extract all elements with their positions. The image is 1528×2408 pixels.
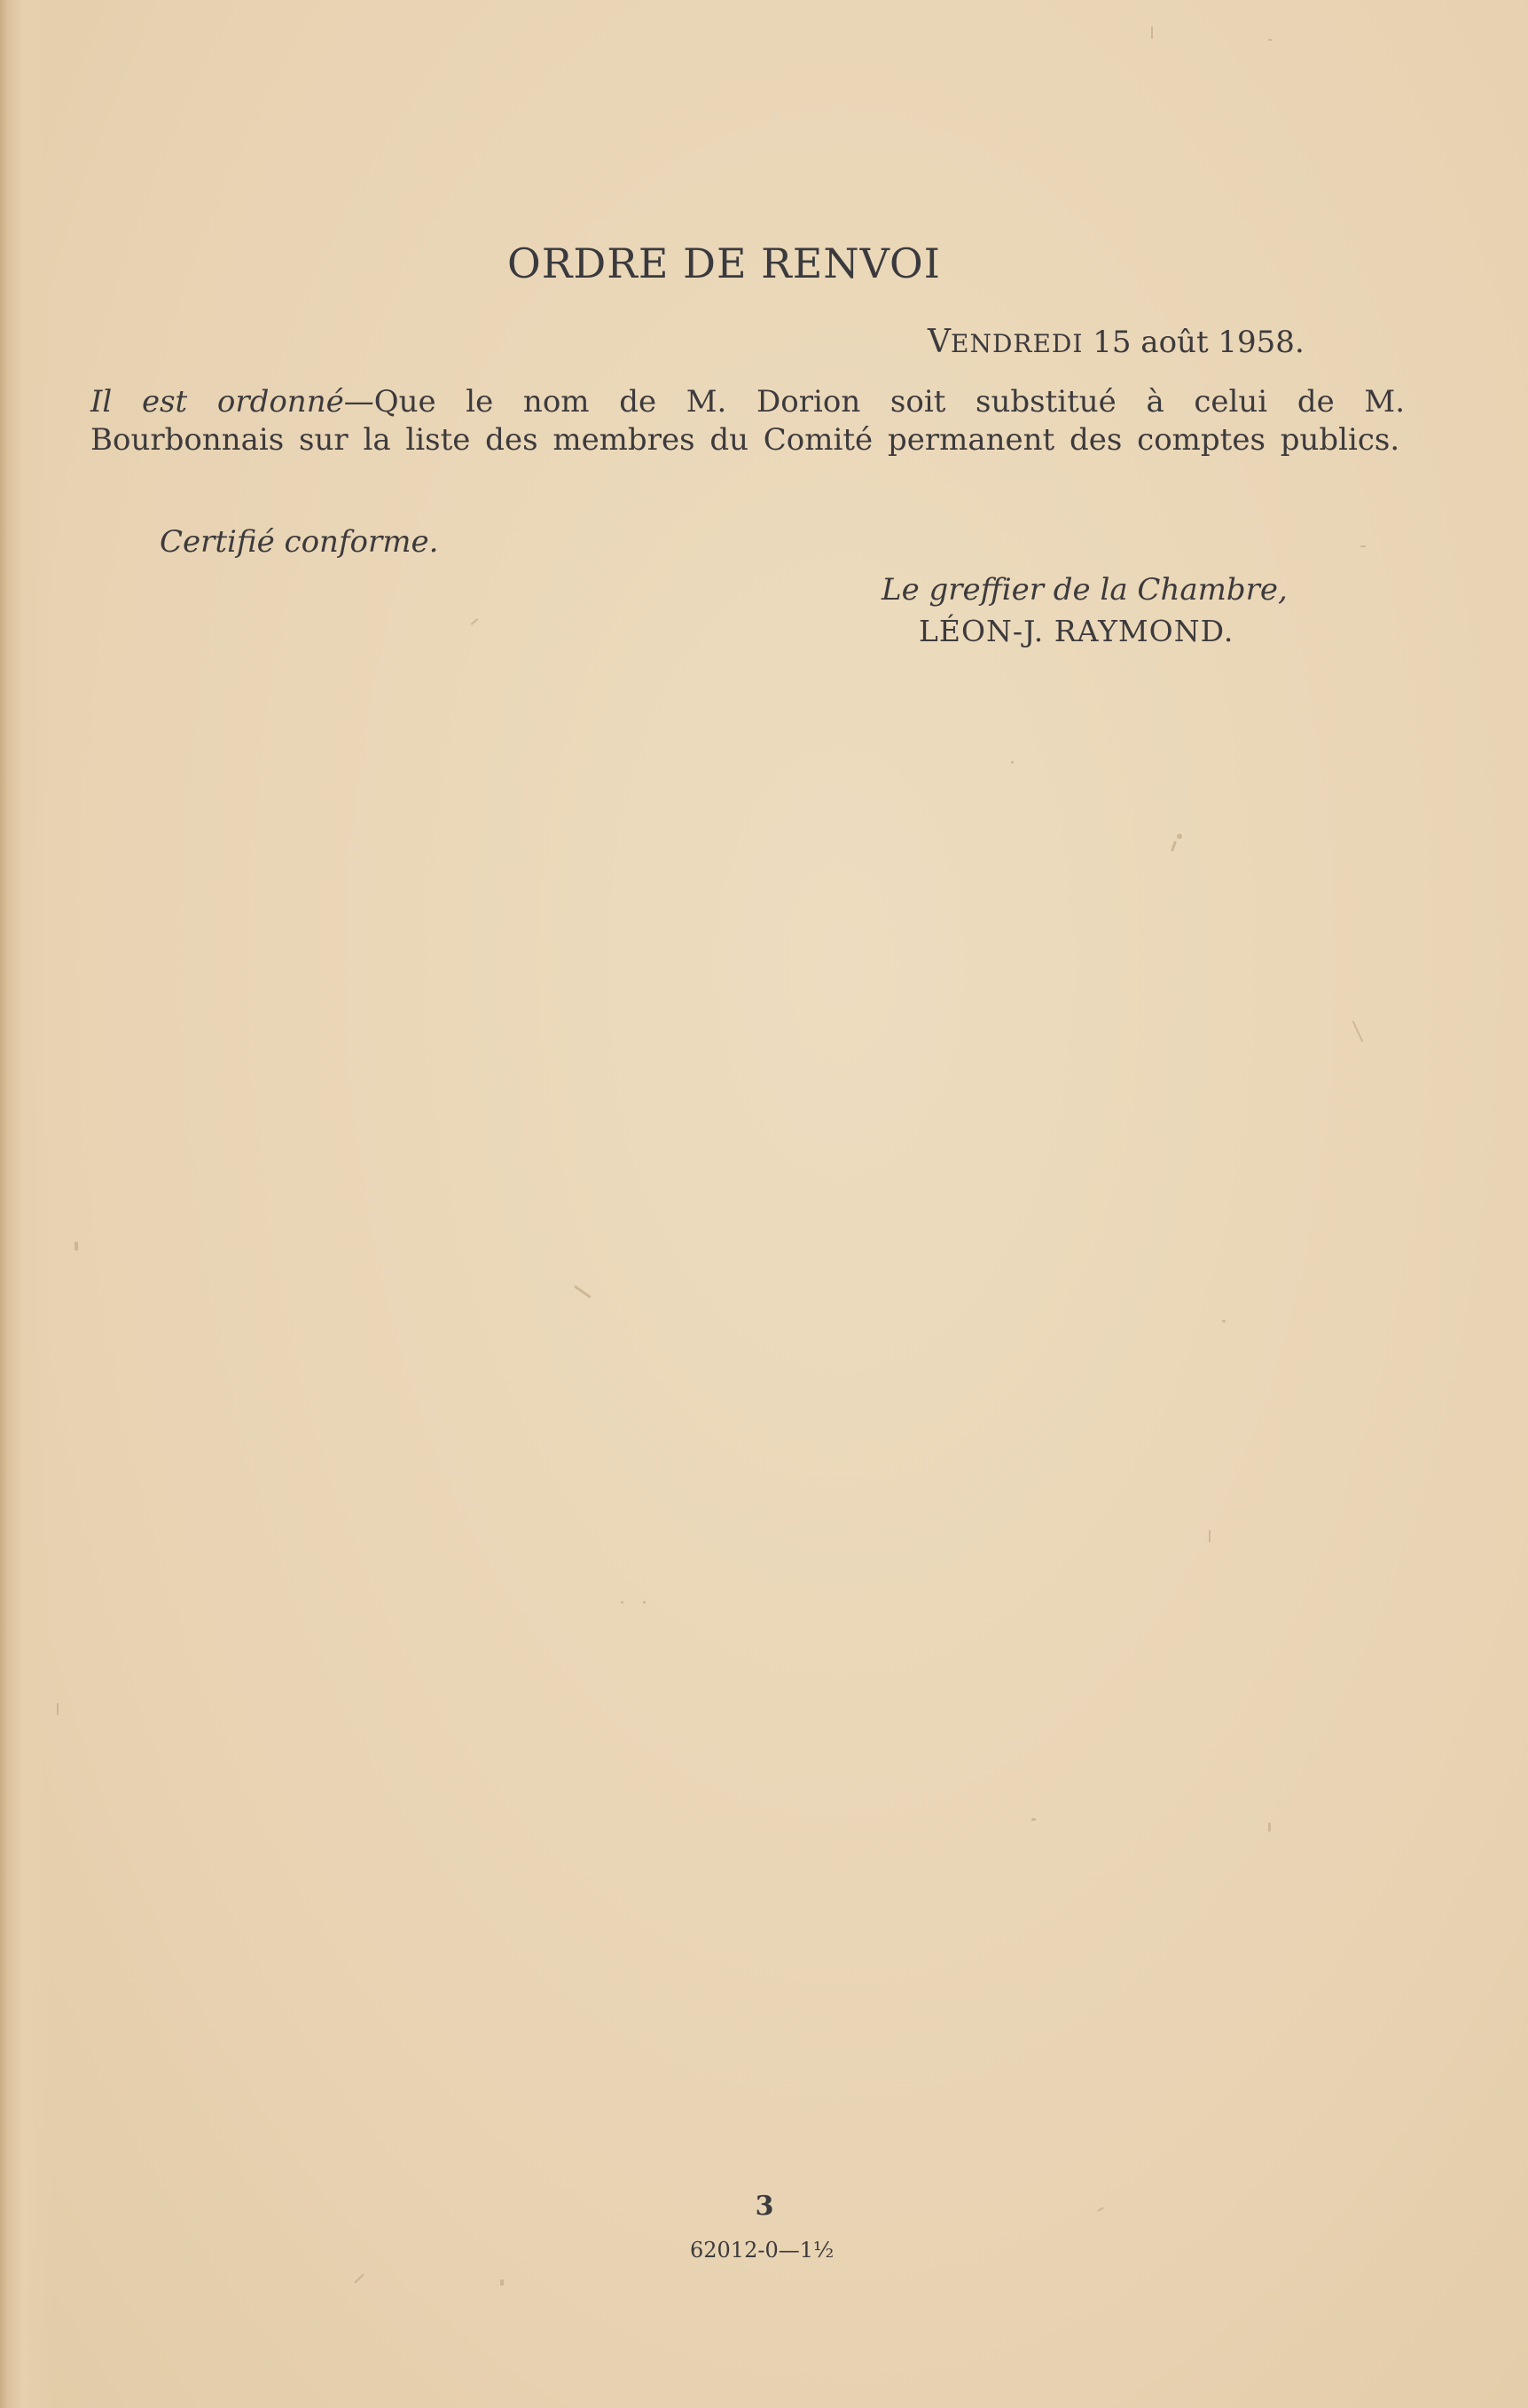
date-rest: 15 août 1958. [1093, 325, 1305, 360]
signature-role: Le greffier de la Chambre, [882, 572, 1288, 608]
order-lead: Il est ordonné [90, 384, 344, 420]
date-weekday-rest: ENDREDI [951, 329, 1084, 358]
order-text: —Que le nom de M. Dorion soit substitué à celui de M. Bourbonnais sur la liste des membres du Comité permanent des comptes publics. [90, 384, 1405, 458]
order-paragraph [90, 383, 1405, 459]
certification-line: Certifié conforme. [160, 524, 439, 560]
print-code: 62012-0—1½ [690, 2238, 835, 2263]
signature-name: LÉON-J. RAYMOND. [919, 614, 1234, 648]
page-number: 3 [755, 2191, 774, 2222]
page-title: ORDRE DE RENVOI [507, 239, 941, 287]
document-date [928, 324, 1305, 360]
date-weekday-initial: V [928, 324, 951, 360]
